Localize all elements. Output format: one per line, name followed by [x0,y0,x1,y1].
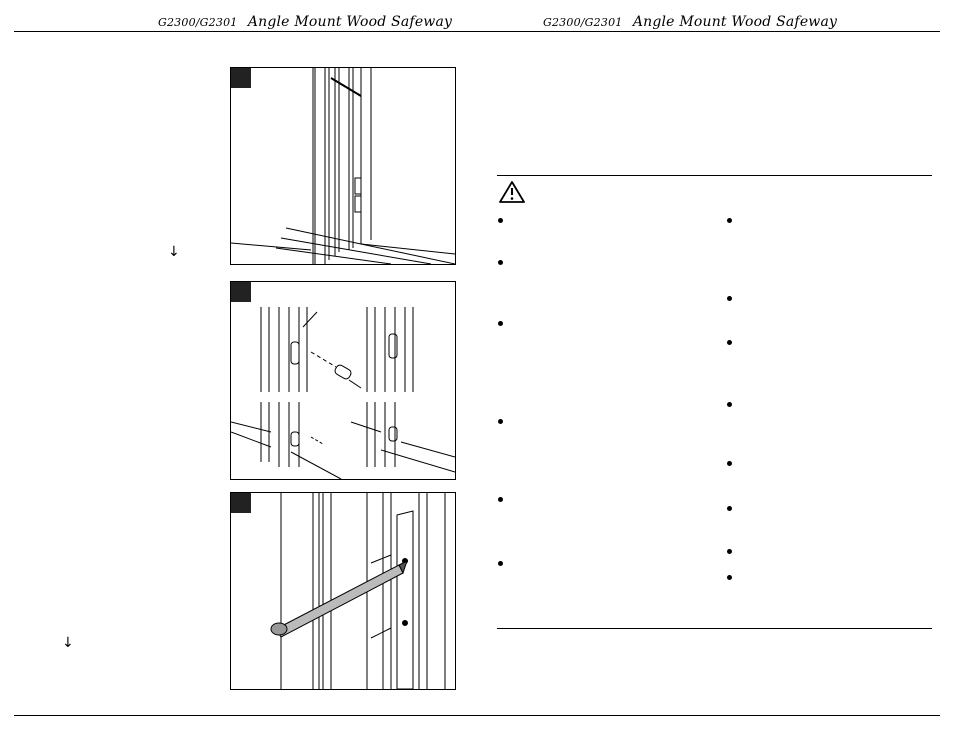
left-header-title: Angle Mount Wood Safeway [247,14,453,30]
bullet-dot-icon [727,461,732,466]
footer-rule [14,715,940,716]
bullet-dot-icon [498,419,503,424]
figure-number-badge [231,493,251,513]
bullet-dot-icon [727,340,732,345]
warning-triangle-icon [499,180,525,204]
figure-2-hinge-screws [230,281,456,480]
bullet-dot-icon [498,218,503,223]
bullet-dot-icon [498,561,503,566]
right-page-header [543,14,837,30]
figure-3-illustration [231,493,455,689]
bullet-dot-icon [727,218,732,223]
bullet-dot-icon [727,296,732,301]
bullet-dot-icon [727,575,732,580]
bullet-dot-icon [498,260,503,265]
figure-number-badge [231,282,251,302]
left-page-header [158,14,452,30]
bullet-dot-icon [498,497,503,502]
figure-number-badge [231,68,251,88]
down-arrow-marker: ↓ [62,635,74,651]
figure-2-illustration [231,282,455,479]
left-header-model: G2300/G2301 [158,16,238,29]
bullet-dot-icon [727,506,732,511]
header-rule [14,31,940,32]
bullet-dot-icon [727,402,732,407]
right-header-model: G2300/G2301 [543,16,623,29]
figure-3-pencil-marking [230,492,456,690]
warning-section-top-rule [497,175,932,176]
bullet-dot-icon [498,321,503,326]
bullet-dot-icon [727,549,732,554]
right-header-title: Angle Mount Wood Safeway [632,14,838,30]
figure-1-door-frame [230,67,456,265]
warning-section-bottom-rule [497,628,932,629]
figure-1-illustration [231,68,455,264]
down-arrow-marker: ↓ [168,244,180,260]
